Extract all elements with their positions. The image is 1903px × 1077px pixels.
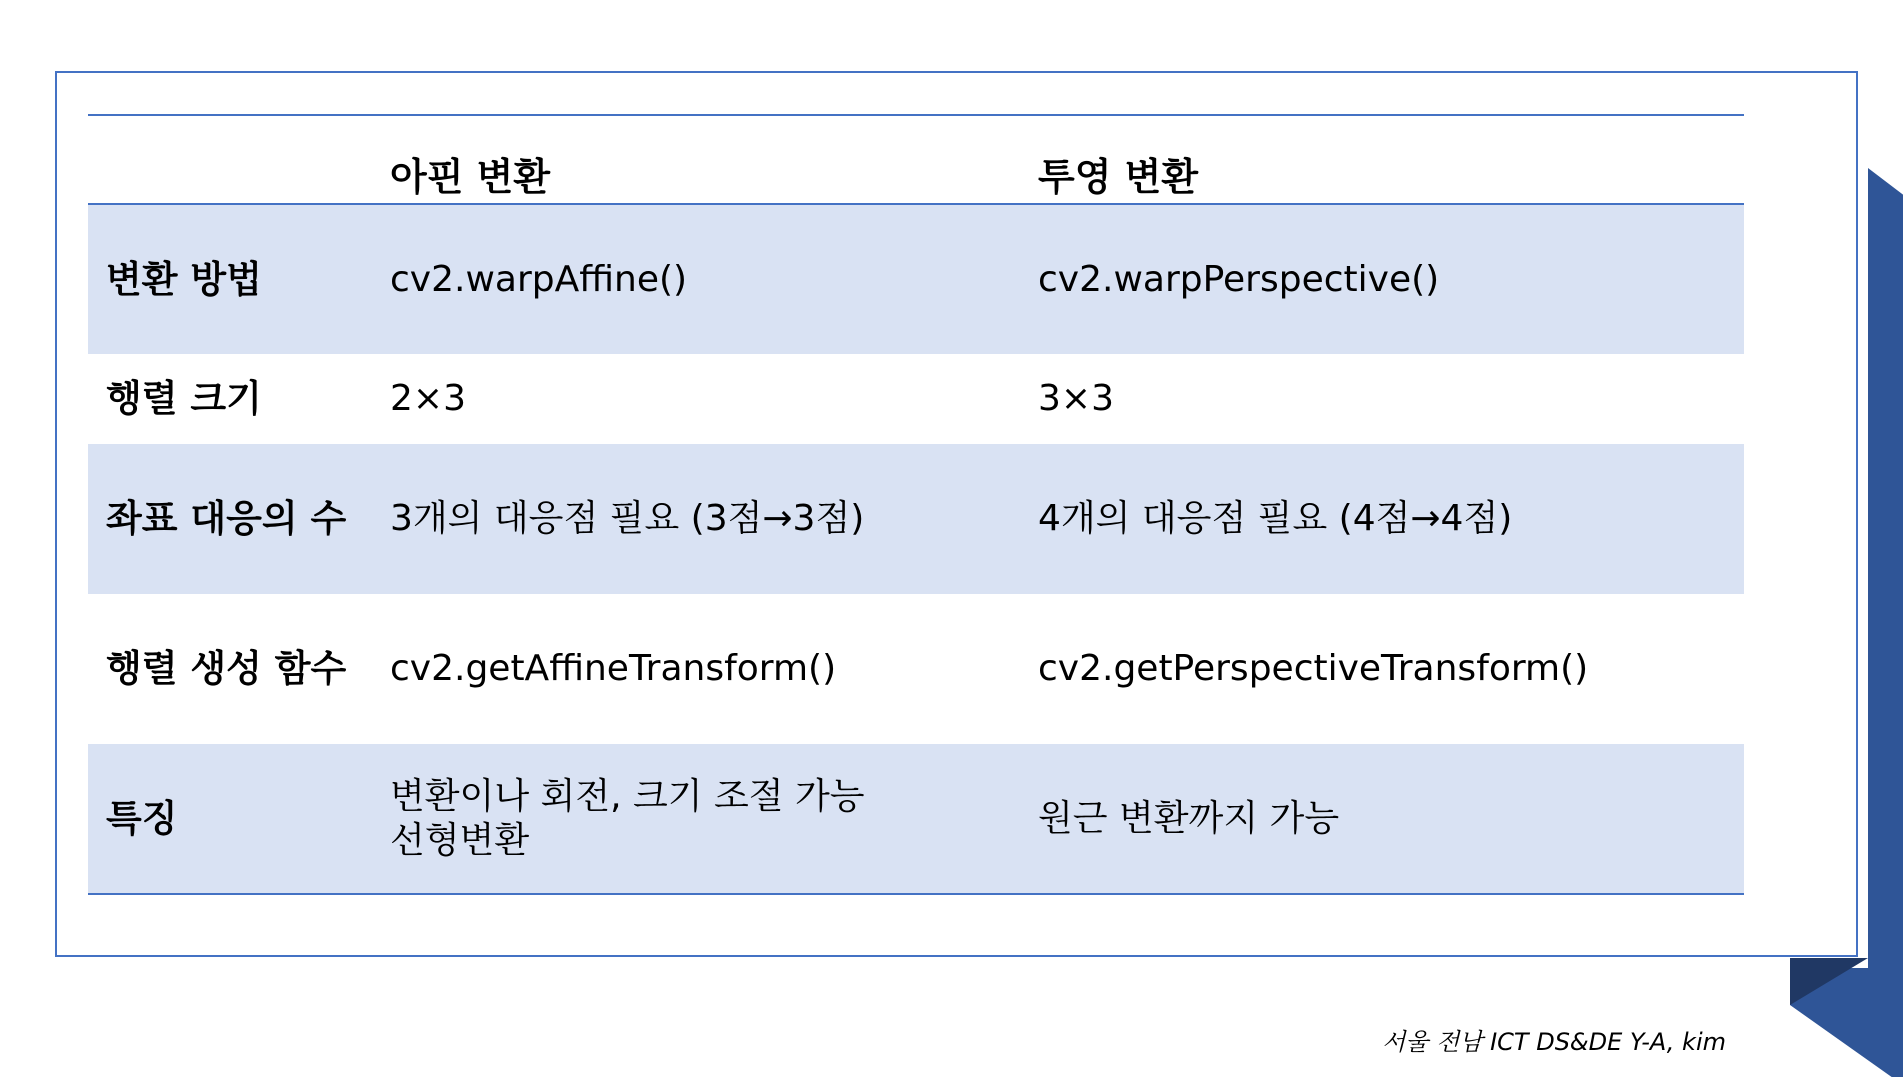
table-row bbox=[88, 744, 1744, 894]
table-row bbox=[88, 444, 1744, 594]
row-label-matrix-size: 행렬 크기 bbox=[106, 377, 262, 420]
header-affine: 아핀 변환 bbox=[390, 155, 551, 199]
table-row bbox=[88, 594, 1744, 744]
cell-perspective-feature: 원근 변환까지 가능 bbox=[1038, 797, 1340, 839]
cell-perspective-matrix-function: cv2.getPerspectiveTransform() bbox=[1038, 648, 1589, 689]
cell-perspective-method: cv2.warpPerspective() bbox=[1038, 258, 1440, 300]
footer-credit: 서울 전남 ICT DS&DE Y-A, kim bbox=[1382, 1028, 1726, 1056]
cell-affine-matrix-size: 2×3 bbox=[390, 378, 466, 419]
cell-affine-point-count: 3개의 대응점 필요 (3점→3점) bbox=[390, 498, 865, 539]
table-row bbox=[88, 354, 1744, 444]
header-empty bbox=[88, 115, 370, 204]
row-label-point-count: 좌표 대응의 수 bbox=[106, 497, 347, 540]
cell-affine-matrix-function: cv2.getAffineTransform() bbox=[390, 648, 837, 689]
cell-perspective-point-count: 4개의 대응점 필요 (4점→4점) bbox=[1038, 498, 1513, 539]
row-label-method: 변환 방법 bbox=[106, 257, 262, 301]
comparison-table bbox=[88, 114, 1744, 895]
header-perspective: 투영 변환 bbox=[1038, 155, 1199, 199]
cell-affine-method: cv2.warpAffine() bbox=[390, 258, 688, 300]
cell-perspective-matrix-size: 3×3 bbox=[1038, 378, 1114, 419]
cell-affine-feature bbox=[370, 744, 1018, 894]
row-label-matrix-function: 행렬 생성 함수 bbox=[106, 647, 347, 690]
affine-feature-text: 변환이나 회전, 크기 조절 가능 선형변환 bbox=[390, 775, 865, 861]
row-label-feature: 특징 bbox=[106, 796, 178, 840]
table-row bbox=[88, 204, 1744, 354]
table-header-row bbox=[88, 115, 1744, 204]
